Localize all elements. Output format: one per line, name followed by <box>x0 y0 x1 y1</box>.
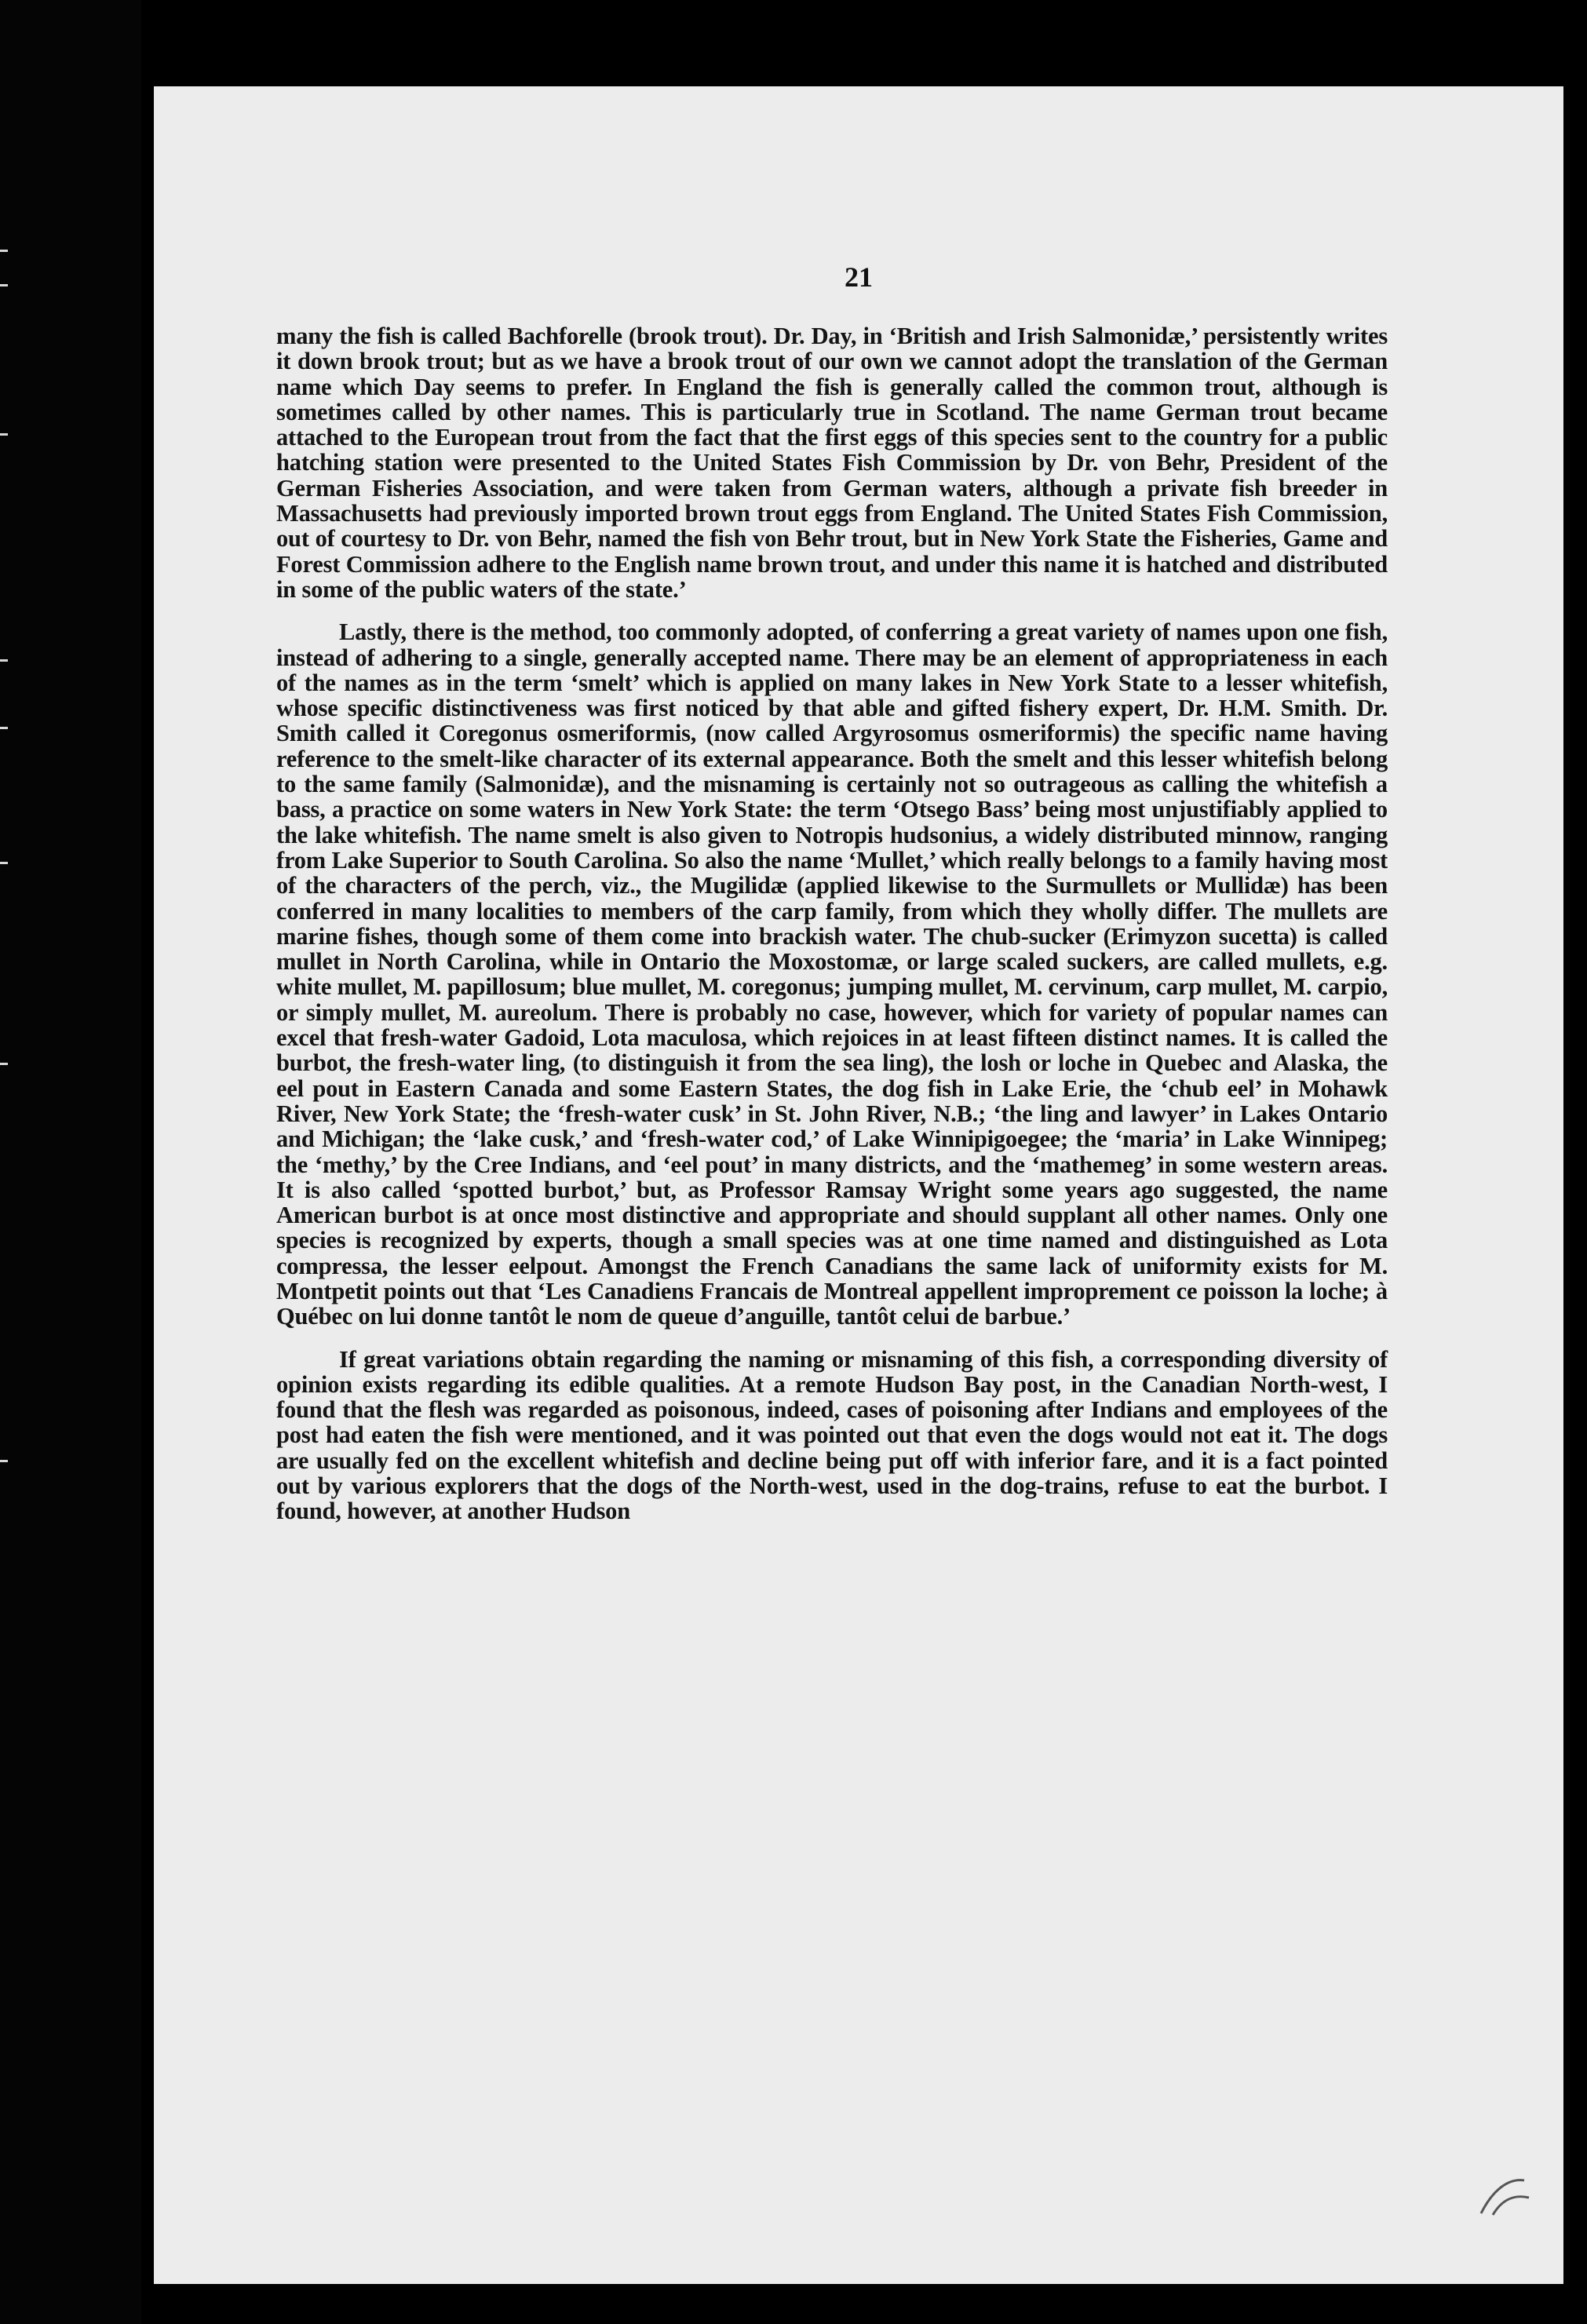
scan-artifact <box>0 727 8 729</box>
scan-left-margin <box>0 0 141 2324</box>
page-number: 21 <box>845 261 873 293</box>
paragraph: Lastly, there is the method, too commonly adopted, of conferring a great variety of names upon one fish, instead of adhering to a single, generally accepted name. There may be an element of appropriateness in each of the names as in the term ‘smelt’ which is applied on many lakes in New York State to a lesser whitefish, whose specific distinctiveness was first noticed by that able and gifted fishery expert, Dr. H.M. Smith. Dr. Smith called it Coregonus osmeriformis, (now called Argyrosomus osmeriformis) the specific name having reference to the smelt-like character of its external appearance. Both the smelt and this lesser whitefish belong to the same family (Salmonidæ), and the misnaming is certainly not so outrageous as calling the whitefish a bass, a practice on some waters in New York State: the term ‘Otsego Bass’ being most unjustifiably applied to the lake whitefish. The name smelt is also given to Notropis hudsonius, a widely distributed minnow, ranging from Lake Superior to South Carolina. So also the name ‘Mullet,’ which really belongs to a family having most of the characters of the perch, viz., the Mugilidæ (applied likewise to the Surmullets or Mullidæ) has been conferred in many localities to members of the carp family, from which they wholly differ. The mullets are marine fishes, though some of them come into brackish water. The chub-sucker (Erimyzon sucetta) is called mullet in North Carolina, while in Ontario the Moxostomæ, or large scaled suckers, are called mullets, e.g. white mullet, M. papillosum; blue mullet, M. coregonus; jumping mullet, M. cervinum, carp mullet, M. carpio, or simply mullet, M. aureolum. There is probably no case, however, which for variety of popular names can excel that fresh-water Gadoid, Lota maculosa, which rejoices in at least fifteen distinct names. It is called the burbot, the fresh-water ling, (to distinguish it from the sea ling), the losh or loche in Quebec and Alaska, the eel pout in Eastern Canada and some Eastern States, the dog fish in Lake Erie, the ‘chub eel’ in Mohawk River, New York State; the ‘fresh-water cusk’ in St. John River, N.B.; ‘the ling and lawyer’ in Lakes Ontario and Michigan; the ‘lake cusk,’ and ‘fresh-water cod,’ of Lake Winnipigoegee; the ‘maria’ in Lake Winnipeg; the ‘methy,’ by the Cree Indians, and ‘eel pout’ in many districts, and the ‘mathemeg’ in some western areas. It is also called ‘spotted burbot,’ but, as Professor Ramsay Wright some years ago suggested, the name American burbot is at once most distinctive and appropriate and should supplant all other names. Only one species is recognized by experts, though a small species was at one time named and distinguished as Lota compressa, the lesser eelpout. Amongst the French Canadians the same lack of uniformity exists for M. Montpetit points out that ‘Les Canadiens Francais de Montreal appellent improprement ce poisson la loche; à Québec on lui donne tantôt le nom de queue d’anguille, tantôt celui de barbue.’ <box>276 618 1388 1330</box>
scan-artifact <box>0 1460 8 1462</box>
scan-artifact <box>0 284 8 286</box>
scan-artifact <box>1477 2174 1532 2221</box>
document-page <box>154 86 1563 2284</box>
scan-artifact <box>0 433 8 436</box>
paragraph: If great variations obtain regarding the naming or misnaming of this fish, a corresponding diversity of opinion exists regarding its edible qualities. At a remote Hudson Bay post, in the Canadian North-west, I found that the flesh was regarded as poisonous, indeed, cases of poisoning after Indians and employees of the post had eaten the fish were mentioned, and it was pointed out that even the dogs would not eat it. The dogs are usually fed on the excellent whitefish and decline being put off with inferior fare, and it is a fact pointed out by various explorers that the dogs of the North-west, used in the dog-trains, refuse to eat the burbot. I found, however, at another Hudson <box>276 1345 1388 1525</box>
scan-artifact <box>0 1063 8 1065</box>
scan-artifact <box>0 862 8 864</box>
scan-artifact <box>0 659 8 662</box>
body-text <box>276 323 1388 1524</box>
paragraph: many the fish is called Bachforelle (brook trout). Dr. Day, in ‘British and Irish Salmonidæ,’ persistently writes it down brook trout; but as we have a brook trout of our own we cannot adopt the translation of the German name which Day seems to prefer. In England the fish is generally called the common trout, although is sometimes called by other names. This is particularly true in Scotland. The name German trout became attached to the European trout from the fact that the first eggs of this species sent to the country for a public hatching station were presented to the United States Fish Commission by Dr. von Behr, President of the German Fisheries Association, and were taken from German waters, although a private fish breeder in Massachusetts had previously imported brown trout eggs from England. The United States Fish Commission, out of courtesy to Dr. von Behr, named the fish von Behr trout, but in New York State the Fisheries, Game and Forest Commission adhere to the English name brown trout, and under this name it is hatched and distributed in some of the public waters of the state.’ <box>276 323 1388 603</box>
scan-artifact <box>0 250 8 252</box>
